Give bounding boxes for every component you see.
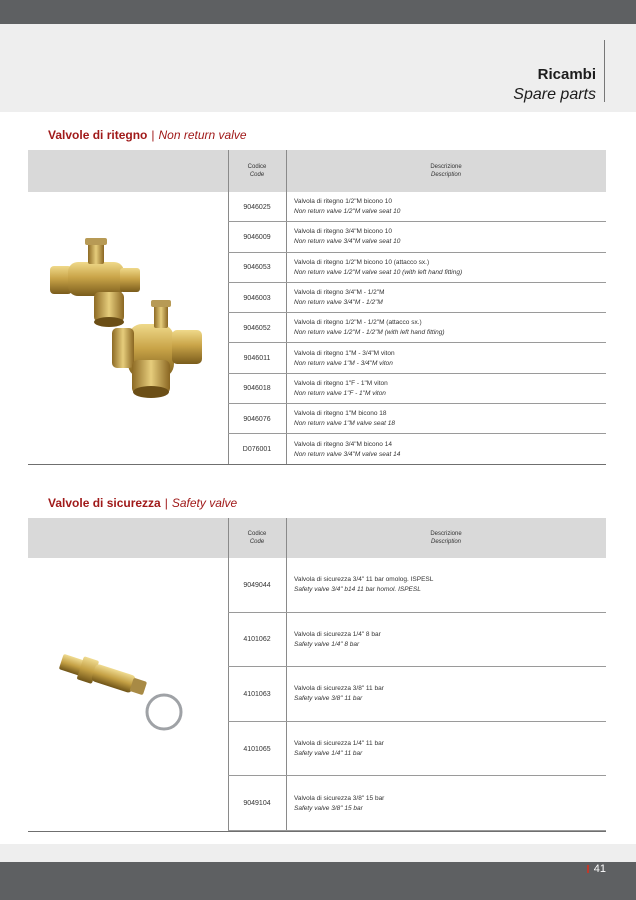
section-title-english: Non return valve <box>158 128 247 142</box>
footer-bar <box>0 862 636 900</box>
description-english: Non return valve 1/2"M - 1/2"M (with left hand fitting) <box>294 329 445 337</box>
part-description <box>294 613 381 668</box>
header-code-en: Code <box>249 172 265 178</box>
section-separator: | <box>151 128 155 142</box>
part-description <box>294 558 433 613</box>
section-separator: | <box>164 496 168 510</box>
page-number-value: 41 <box>593 863 606 875</box>
part-code: 9046009 <box>243 233 271 241</box>
part-description <box>294 722 384 777</box>
part-code: 9046011 <box>243 355 271 363</box>
table-row <box>228 344 606 374</box>
description-italian: Valvola di ritegno 3/4"M bicono 10 <box>294 228 392 236</box>
part-code: 9046018 <box>243 385 271 393</box>
part-code: D076001 <box>242 446 272 454</box>
description-italian: Valvola di ritegno 1"M bicono 18 <box>294 410 387 418</box>
description-italian: Valvola di sicurezza 1/4" 11 bar <box>294 740 384 748</box>
table-row <box>228 667 606 722</box>
description-english: Safety valve 1/4" 8 bar <box>294 640 360 648</box>
table-row <box>228 192 606 222</box>
part-description <box>294 283 384 313</box>
part-description <box>294 667 384 722</box>
table-row <box>228 374 606 404</box>
page-number-marker <box>587 865 589 873</box>
safety-valve-photo <box>52 650 192 745</box>
description-english: Safety valve 1/4" 11 bar <box>294 750 363 758</box>
description-english: Non return valve 1/2"M valve seat 10 (with left hand fitting) <box>294 268 463 276</box>
header-description <box>286 150 606 192</box>
description-italian: Valvola di sicurezza 3/8" 15 bar <box>294 794 385 802</box>
description-italian: Valvola di ritegno 3/4"M - 1/2"M <box>294 289 385 297</box>
non-return-table <box>28 150 606 465</box>
safety-table <box>28 518 606 832</box>
part-description <box>294 313 445 343</box>
description-italian: Valvola di ritegno 1"F - 1"M viton <box>294 379 388 387</box>
description-italian: Valvola di ritegno 1/2"M bicono 10 <box>294 198 392 206</box>
table-header <box>28 518 606 558</box>
header-divider <box>604 40 605 102</box>
header-desc-it: Descrizione <box>430 531 462 537</box>
header-desc-en: Description <box>430 172 461 178</box>
non-return-valve-photo <box>32 232 222 407</box>
description-italian: Valvola di sicurezza 1/4" 8 bar <box>294 630 381 638</box>
table-header <box>28 150 606 192</box>
page-title: Ricambi <box>537 66 596 83</box>
header-desc-it: Descrizione <box>430 164 462 170</box>
description-english: Safety valve 3/8" 15 bar <box>294 804 363 812</box>
table-row <box>228 404 606 434</box>
description-english: Safety valve 3/4" b14 11 bar homol. ISPESL <box>294 586 421 594</box>
description-italian: Valvola di sicurezza 3/8" 11 bar <box>294 685 384 693</box>
part-code: 9049044 <box>243 581 271 589</box>
table-row <box>228 283 606 313</box>
table-bottom-line <box>28 464 606 465</box>
part-code: 9046025 <box>243 203 271 211</box>
part-code: 9046003 <box>243 294 271 302</box>
part-description <box>294 222 400 252</box>
table-row <box>228 776 606 831</box>
footer-band <box>0 844 636 862</box>
section-title-english: Safety valve <box>171 496 238 510</box>
description-english: Non return valve 3/4"M valve seat 14 <box>294 450 401 458</box>
part-description <box>294 374 388 404</box>
section-title-non-return <box>48 128 247 142</box>
description-english: Non return valve 1"F - 1"M viton <box>294 389 386 397</box>
header-desc-en: Description <box>430 539 461 545</box>
description-english: Non return valve 3/4"M valve seat 10 <box>294 238 401 246</box>
table-row <box>228 722 606 777</box>
header-code <box>228 518 286 558</box>
part-code: 9046053 <box>243 264 271 272</box>
part-code: 4101063 <box>243 690 271 698</box>
description-italian: Valvola di ritegno 1/2"M bicono 10 (attacco sx.) <box>294 258 430 266</box>
description-italian: Valvola di sicurezza 3/4" 11 bar omolog. ISPESL <box>294 576 434 584</box>
table-row <box>228 434 606 464</box>
part-code: 9046052 <box>243 324 271 332</box>
header-code-en: Code <box>249 539 265 545</box>
part-description <box>294 192 400 222</box>
description-english: Non return valve 3/4"M - 1/2"M <box>294 299 383 307</box>
page-subtitle: Spare parts <box>513 86 596 103</box>
part-code: 9046076 <box>243 415 271 423</box>
header-code-it: Codice <box>247 531 267 537</box>
description-english: Non return valve 1/2"M valve seat 10 <box>294 208 401 216</box>
description-english: Non return valve 1"M - 3/4"M viton <box>294 359 393 367</box>
table-row <box>228 253 606 283</box>
description-italian: Valvola di ritegno 1/2"M - 1/2"M (attacco sx.) <box>294 319 422 327</box>
table-row <box>228 313 606 343</box>
part-description <box>294 344 395 374</box>
section-title-safety <box>48 496 237 510</box>
description-italian: Valvola di ritegno 1"M - 3/4"M viton <box>294 349 395 357</box>
header-code-it: Codice <box>247 164 267 170</box>
top-bar <box>0 0 636 24</box>
table-row <box>228 613 606 668</box>
part-description <box>294 253 462 283</box>
part-description <box>294 404 395 434</box>
part-description <box>294 434 400 464</box>
header-description <box>286 518 606 558</box>
part-code: 4101065 <box>243 745 271 753</box>
part-description <box>294 776 384 831</box>
table-row <box>228 558 606 613</box>
table-row <box>228 222 606 252</box>
section-title-italian: Valvole di sicurezza <box>48 496 161 510</box>
section-title-italian: Valvole di ritegno <box>48 128 148 142</box>
table-bottom-line <box>28 831 606 832</box>
description-english: Non return valve 1"M valve seat 18 <box>294 420 395 428</box>
part-code: 9049104 <box>243 800 271 808</box>
header-code <box>228 150 286 192</box>
description-english: Safety valve 3/8" 11 bar <box>294 695 363 703</box>
part-code: 4101062 <box>243 636 271 644</box>
page-number <box>587 862 606 876</box>
description-italian: Valvola di ritegno 3/4"M bicono 14 <box>294 440 392 448</box>
